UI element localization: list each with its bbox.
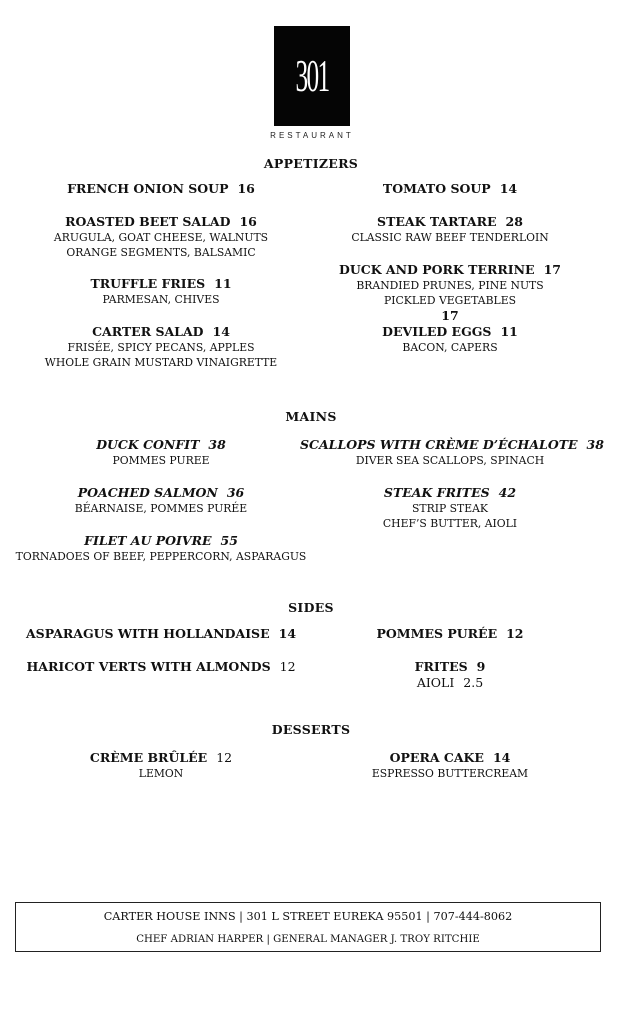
item-price: 16 (237, 181, 255, 196)
item-price: 9 (476, 659, 486, 674)
item-extra-price: 17 (441, 308, 459, 323)
item-name: ROASTED BEET SALAD (65, 214, 231, 229)
desserts-heading: DESSERTS (271, 722, 351, 737)
item-description: TORNADOES OF BEEF, PEPPERCORN, ASPARAGUS (15, 550, 307, 563)
item-price: 28 (505, 214, 523, 229)
footer-staff-line: CHEF ADRIAN HARPER | GENERAL MANAGER J. TROY RITCHIE (136, 934, 480, 945)
item-name: HARICOT VERTS WITH ALMONDS (26, 659, 271, 674)
menu-item-roasted-beet-salad (11, 214, 311, 260)
item-description: ESPRESSO BUTTERCREAM (371, 767, 529, 780)
item-name: POACHED SALMON (77, 485, 218, 500)
item-name: FRENCH ONION SOUP (67, 181, 229, 196)
menu-item-duck-confit (11, 437, 311, 468)
item-price: 17 (543, 262, 561, 277)
item-name: SCALLOPS WITH CRÈME D’ÉCHALOTE (300, 437, 578, 452)
item-description: LEMON (138, 767, 184, 780)
item-description: BRANDIED PRUNES, PINE NUTS (356, 279, 544, 292)
item-price: 12 (506, 626, 524, 641)
footer-box (15, 902, 601, 952)
item-description: BÉARNAISE, POMMES PURÉE (74, 502, 248, 515)
item-addon-name: AIOLI (416, 675, 455, 690)
menu-item-duck-pork-terrine (300, 262, 600, 324)
appetizers-heading: APPETIZERS (263, 156, 359, 171)
item-addon-price: 2.5 (463, 675, 484, 690)
item-description: BACON, CAPERS (402, 341, 498, 354)
menu-item-asparagus (11, 626, 311, 642)
item-price: 14 (278, 626, 297, 641)
item-name: DEVILED EGGS (382, 324, 492, 339)
item-name: TOMATO SOUP (382, 181, 491, 196)
item-price: 11 (500, 324, 518, 339)
item-price: 38 (208, 437, 226, 452)
item-price: 38 (586, 437, 604, 452)
item-description: CLASSIC RAW BEEF TENDERLOIN (351, 231, 549, 244)
item-description: PARMESAN, CHIVES (102, 293, 220, 306)
menu-item-deviled-eggs (300, 324, 600, 355)
item-name: OPERA CAKE (389, 750, 484, 765)
item-name: FILET AU POIVRE (84, 533, 212, 548)
menu-item-opera-cake (300, 750, 600, 781)
item-price: 12 (279, 659, 296, 674)
menu-item-pommes-puree (300, 626, 600, 642)
item-description: POMMES PUREE (112, 454, 210, 467)
item-price: 55 (220, 533, 238, 548)
item-name: TRUFFLE FRIES (90, 276, 206, 291)
item-name: STEAK TARTARE (377, 214, 497, 229)
mains-heading: MAINS (285, 409, 337, 424)
footer-contact-line: CARTER HOUSE INNS | 301 L STREET EUREKA 95501 | 707-444-8062 (103, 910, 513, 923)
menu-item-frites (300, 659, 600, 691)
item-price: 14 (492, 750, 511, 765)
menu-item-french-onion-soup (11, 181, 311, 197)
item-name: FRITES (414, 659, 468, 674)
menu-item-poached-salmon (11, 485, 311, 516)
logo (274, 26, 350, 126)
item-price: 14 (212, 324, 230, 339)
item-price: 36 (226, 485, 245, 500)
item-description: WHOLE GRAIN MUSTARD VINAIGRETTE (44, 356, 278, 369)
item-name: ASPARAGUS WITH HOLLANDAISE (25, 626, 270, 641)
item-price: 12 (216, 750, 233, 765)
menu-item-haricot-verts (11, 659, 311, 675)
item-description: ORANGE SEGMENTS, BALSAMIC (66, 246, 256, 259)
logo-wordmark: RESTAURANT (270, 131, 354, 140)
menu-item-scallops (300, 437, 604, 468)
item-name: DUCK AND PORK TERRINE (339, 262, 535, 277)
menu-item-steak-tartare (300, 214, 600, 245)
item-name: POMMES PURÉE (376, 626, 498, 641)
item-description: STRIP STEAK (411, 502, 489, 515)
item-description: CHEF’S BUTTER, AIOLI (382, 517, 518, 530)
menu-item-filet-au-poivre (11, 533, 311, 564)
item-price: 11 (214, 276, 232, 291)
item-description: PICKLED VEGETABLES (384, 294, 516, 307)
item-name: STEAK FRITES (383, 485, 490, 500)
item-name: CARTER SALAD (92, 324, 204, 339)
menu-item-carter-salad (11, 324, 311, 370)
menu-item-creme-brulee (11, 750, 311, 781)
item-description: DIVER SEA SCALLOPS, SPINACH (355, 454, 545, 467)
item-description: ARUGULA, GOAT CHEESE, WALNUTS (53, 231, 269, 244)
logo-number: 301 (295, 50, 329, 101)
item-price: 42 (498, 485, 517, 500)
item-price: 14 (499, 181, 518, 196)
item-description: FRISÉE, SPICY PECANS, APPLES (67, 341, 255, 354)
menu-item-tomato-soup (300, 181, 600, 197)
menu-item-truffle-fries (11, 276, 311, 307)
sides-heading: SIDES (288, 600, 334, 615)
item-name: CRÈME BRÛLÉE (89, 750, 208, 765)
item-price: 16 (239, 214, 257, 229)
menu-item-steak-frites (300, 485, 600, 531)
item-name: DUCK CONFIT (96, 437, 200, 452)
